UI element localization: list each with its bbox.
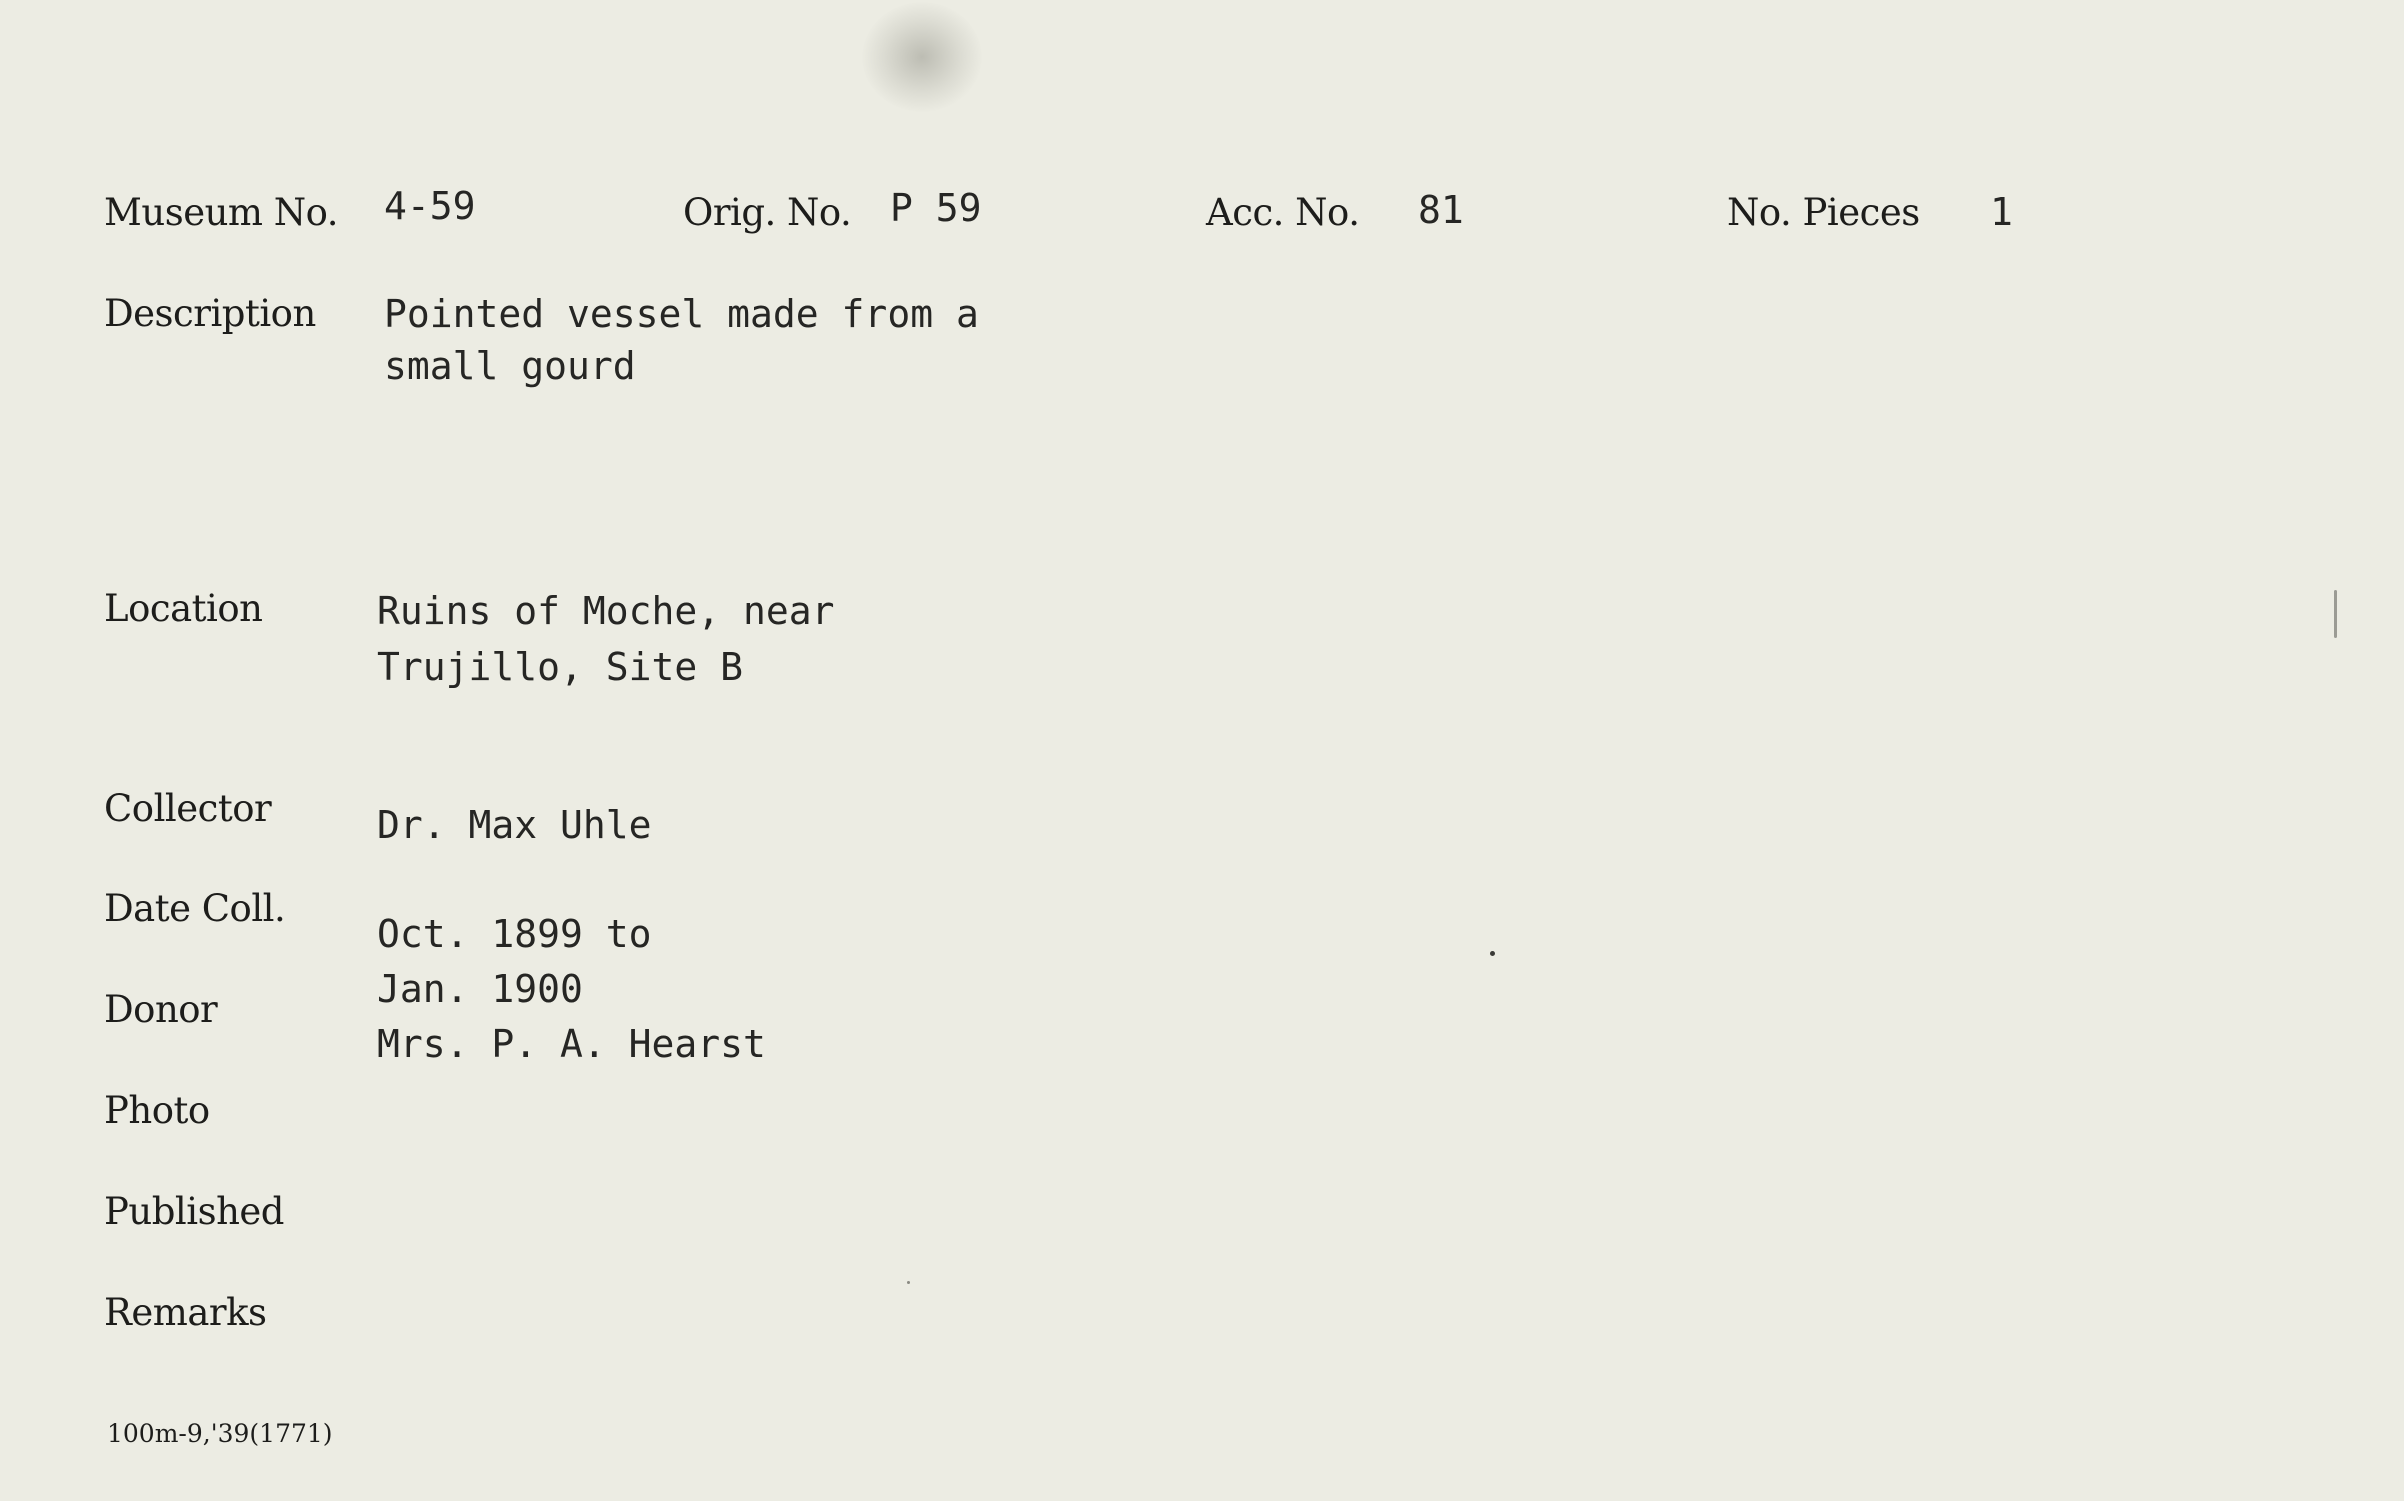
museum-no-value: 4-59 xyxy=(384,184,476,228)
ink-speck xyxy=(907,1281,910,1284)
collector-value: Dr. Max Uhle xyxy=(377,803,652,847)
acc-no-label: Acc. No. xyxy=(1206,191,1360,234)
date-coll-line-1: Oct. 1899 to xyxy=(377,912,652,956)
no-pieces-label: No. Pieces xyxy=(1727,191,1920,234)
remarks-label: Remarks xyxy=(104,1291,267,1334)
museum-no-label: Museum No. xyxy=(104,191,339,234)
location-line-2: Trujillo, Site B xyxy=(377,645,744,689)
print-code: 100m-9,'39(1771) xyxy=(107,1419,333,1448)
description-label: Description xyxy=(104,292,316,335)
description-line-2: small gourd xyxy=(384,344,636,388)
edge-mark xyxy=(2334,590,2337,638)
donor-label: Donor xyxy=(104,988,218,1031)
photo-label: Photo xyxy=(104,1089,210,1132)
location-label: Location xyxy=(104,587,263,630)
date-coll-label: Date Coll. xyxy=(104,887,286,930)
date-coll-line-2: Jan. 1900 xyxy=(377,967,583,1011)
ink-speck xyxy=(1490,951,1495,956)
no-pieces-value: 1 xyxy=(1990,190,2013,234)
collector-label: Collector xyxy=(104,787,272,830)
acc-no-value: 81 xyxy=(1418,188,1464,232)
orig-no-value: P 59 xyxy=(890,186,982,230)
description-line-1: Pointed vessel made from a xyxy=(384,292,979,336)
location-line-1: Ruins of Moche, near xyxy=(377,589,835,633)
orig-no-label: Orig. No. xyxy=(683,191,852,234)
smudge-mark xyxy=(862,2,982,112)
published-label: Published xyxy=(104,1190,284,1233)
donor-value: Mrs. P. A. Hearst xyxy=(377,1022,766,1066)
